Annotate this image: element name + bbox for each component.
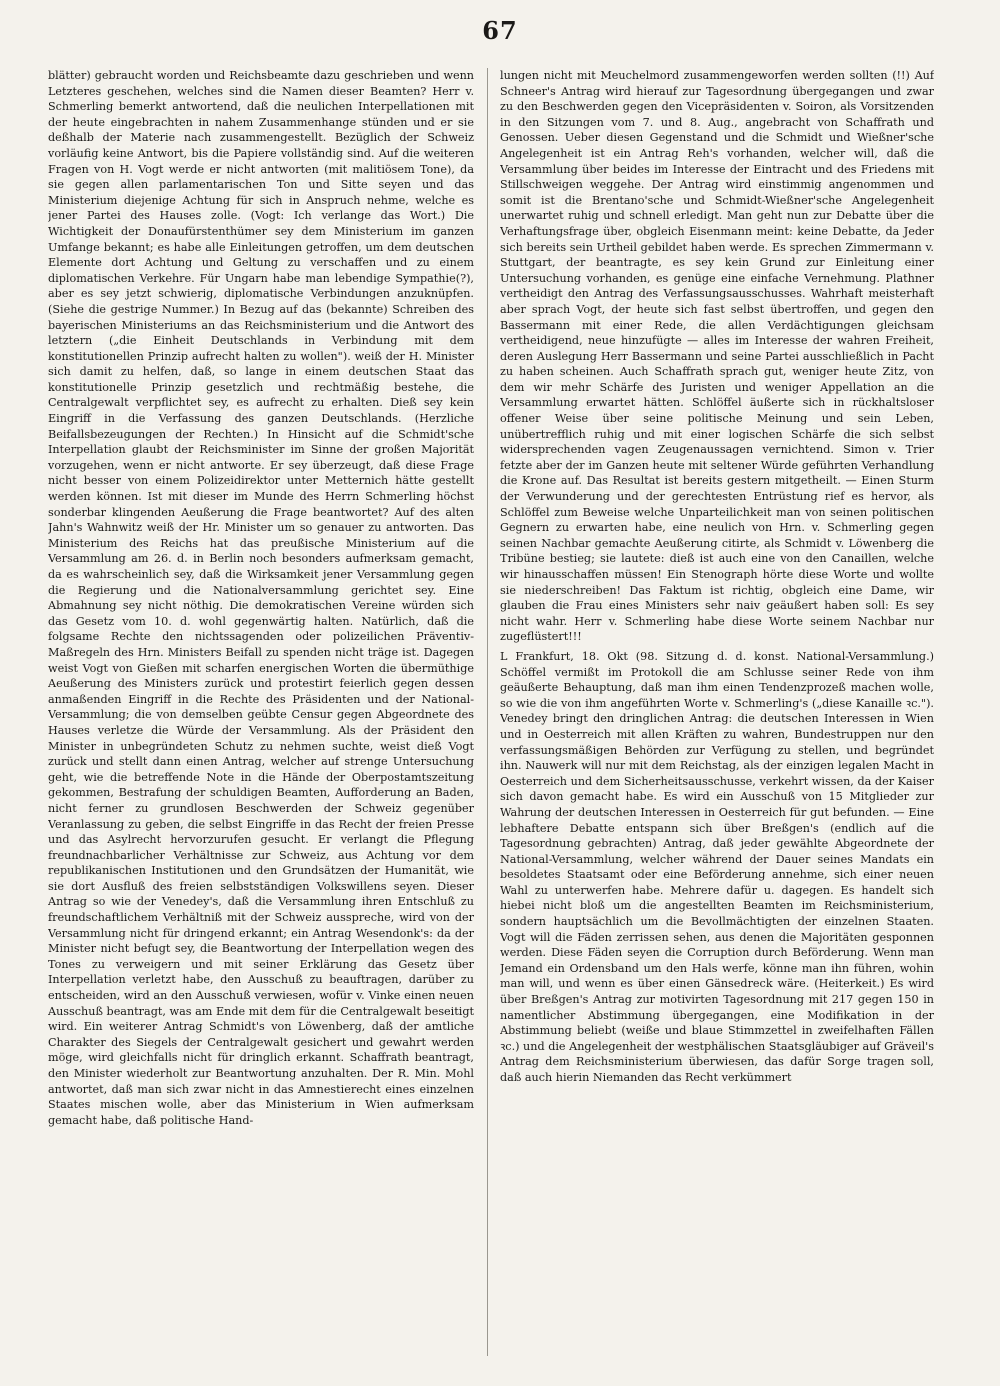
article-text-left: blätter) gebraucht worden und Reichsbeamte dazu geschrieben und wenn Letzteres geschehen, welches sind die Namen dieser Beamten? Herr v. Schmerling bemerkt antwortend, daß die neulichen Interpellationen mit der heute eingebrachten in nahem Zusammenhange stünden und er sie deßhalb der Materie nach zusammengestellt. Bezüglich der Schweiz vorläufig keine Antwort, bis die Papiere vollständig sind. Auf die weiteren Fragen von H. Vogt werde er nicht antworten (mit malitiösem Tone), da sie gegen allen parlamentarischen Ton und Sitte seyen und das Ministerium diejenige Achtung für sich in Anspruch nehme, welche es jener Partei des Hauses zolle. (Vogt: Ich verlange das Wort.) Die Wichtigkeit der Donaufürstenthümer sey dem Ministerium im ganzen Umfange bekannt; es habe alle Einleitungen getroffen, um dem deutschen Elemente dort Achtung und Geltung zu verschaffen und zu einem diplomatischen Verkehre. Für Ungarn habe man lebendige Sympathie(?), aber es sey jetzt schwierig, diplomatische Verbindungen anzuknüpfen. (Siehe die gestrige Nummer.) In Bezug auf das (bekannte) Schreiben des bayerischen Ministeriums an das Reichsministerium und die Antwort des letztern („die Einheit Deutschlands in Verbindung mit dem konstitutionellen Prinzip aufrecht halten zu wollen"). weiß der H. Minister sich damit zu helfen, daß, so lange in einem deutschen Staat das konstitutionelle Prinzip gesetzlich und rechtmäßig bestehe, die Centralgewalt verpflichtet sey, es aufrecht zu erhalten. Dieß sey kein Eingriff in die Verfassung des ganzen Deutschlands. (Herzliche Beifallsbezeugungen der Rechten.) In Hinsicht auf die Schmidt'sche Interpellation glaubt der Reichsminister im Sinne der großen Majorität vorzugehen, wenn er nicht antworte. Er sey überzeugt, daß diese Frage nicht besser von einem Polizeidirektor unter Metternich hätte gestellt werden können. Ist mit dieser im Munde des Herrn Schmerling höchst sonderbar klingenden Aeußerung die Frage beantwortet? Auf des alten Jahn's Wahnwitz weiß der Hr. Minister um so genauer zu antworten. Das Ministerium des Reichs hat das preußische Ministerium auf die Versammlung am 26. d. in Berlin noch besonders aufmerksam gemacht, da es wahrscheinlich sey, daß die Wirksamkeit jener Versammlung gegen die Regierung und die Nationalversammlung gerichtet sey. Eine Abmahnung sey nicht nöthig. Die demokratischen Vereine würden sich das Gesetz vom 10. d. wohl gegenwärtig halten. Natürlich, daß die folgsame Rechte den nichtssagenden oder polizeilichen Präventiv-Maßregeln des Hrn. Ministers Beifall zu spenden nicht träge ist. Dagegen weist Vogt von Gießen mit scharfen energischen Worten die übermüthige Aeußerung des Ministers zurück und protestirt feierlich gegen dessen anmaßenden Eingriff in die Rechte des Präsidenten und der National-Versammlung; die von demselben geübte Censur gegen Abgeordnete des Hauses verletze die Würde der Versammlung. Als der Präsident den Minister in unbegründeten Schutz zu nehmen suchte, weist dieß Vogt zurück und stellt dann einen Antrag, welcher auf strenge Untersuchung geht, wie die betreffende Note in die Hände der Oberpostamtszeitung gekommen, Bestrafung der schuldigen Beamten, Aufforderung an Baden, nicht ferner zu grundlosen Beschwerden der Schweiz gegenüber Veranlassung zu geben, die selbst Eingriffe in das Recht der freien Presse und das Asylrecht hervorzurufen gesucht. Er verlangt die Pflegung freundnachbarlicher Verhältnisse zur Schweiz, aus Achtung vor dem republikanischen Institutionen und den Grundsätzen der Humanität, wie sie dort Ausfluß des freien selbstständigen Volkswillens seyen. Dieser Antrag so wie der Venedey's, daß die Versammlung ihren Entschluß zu freundschaftlichem Verhältniß mit der Schweiz ausspreche, wird von der Versammlung nicht für dringend erkannt; ein Antrag Wesendonk's: da der Minister nicht befugt sey, die Beantwortung der Interpellation wegen des Tones zu verweigern und mit seiner Erklärung das Gesetz über Interpellation verletzt habe, den Ausschuß zu beauftragen, darüber zu entscheiden, wird an den Ausschuß verwiesen, wofür v. Vinke einen neuen Ausschuß beantragt, was am Ende mit dem für die Centralgewalt beseitigt wird. Ein weiterer Antrag Schmidt's von Löwenberg, daß der amtliche Charakter des Siegels der Centralgewalt gesichert und gewahrt werden möge, wird gleichfalls nicht für dringlich erkannt. Schaffrath beantragt, den Minister wiederholt zur Beantwortung anzuhalten. Der R. Min. Mohl antwortet, daß man sich zwar nicht in das Amnestierecht eines einzelnen Staates mischen wolle, aber das Ministerium in Wien aufmerksam gemacht habe, daß politische Hand- xyxy=(48,69,474,1127)
article-frankfurt-report: L Frankfurt, 18. Okt (98. Sitzung d. d. konst. National-Versammlung.) Schöffel vermißt im Protokoll die am Schlusse seiner Rede von ihm geäußerte Behauptung, daß man ihm einen Tendenzprozeß machen wolle, so wie die von ihm angeführten Worte v. Schmerling's („diese Kanaille ꝛc."). Venedey bringt den dringlichen Antrag: die deutschen Interessen in Wien und in Oesterreich mit allen Kräften zu wahren, Bundestruppen nur den verfassungsmäßigen Behörden zur Verfügung zu stellen, und begründet ihn. Nauwerk will nur mit dem Reichstag, als der einzigen legalen Macht in Oesterreich und dem Sicherheitsausschusse, verkehrt wissen, da der Kaiser sich davon gemacht habe. Es wird ein Ausschuß von 15 Mitglieder zur Wahrung der deutschen Interessen in Oesterreich für gut befunden. — Eine lebhaftere Debatte entspann sich über Breßgen's (endlich auf die Tagesordnung gebrachten) Antrag, daß jeder gewählte Abgeordnete der National-Versammlung, welcher während der Dauer seines Mandats ein besoldetes Staatsamt oder eine Beförderung annehme, sich einer neuen Wahl zu unterwerfen habe. Mehrere dafür u. dagegen. Es handelt sich hiebei nicht bloß um die angestellten Beamten im Reichsministerium, sondern hauptsächlich um die Bevollmächtigten der einzelnen Staaten. Vogt will die Fäden zerrissen sehen, aus denen die Majoritäten gesponnen werden. Diese Fäden seyen die Corruption durch Beförderung. Wenn man Jemand ein Ordensband um den Hals werfe, könne man ihn führen, wohin man will, und wenn es über einen Gänsedreck wäre. (Heiterkeit.) Es wird über Breßgen's Antrag zur motivirten Tagesordnung mit 217 gegen 150 in namentlicher Abstimmung übergegangen, eine Modifikation in der Abstimmung beliebt (weiße und blaue Stimmzettel in zweifelhaften Fällen ꝛc.) und die Angelegenheit der westphälischen Staatsgläubiger auf Gräveil's Antrag dem Reichsministerium überwiesen, das dafür Sorge tragen soll, daß auch hierin Niemanden das Recht verkümmert xyxy=(500,649,934,1084)
column-divider xyxy=(487,68,488,1356)
article-text-right-continuation: lungen nicht mit Meuchelmord zusammengeworfen werden sollten (!!) Auf Schneer's Antrag wird hierauf zur Tagesordnung übergegangen und zwar zu den Beschwerden gegen den Vicepräsidenten v. Soiron, als Vorsitzenden in den Sitzungen vom 7. und 8. Aug., angebracht von Schaffrath und Genossen. Ueber diesen Gegenstand und die Schmidt und Wießner'sche Angelegenheit ist ein Antrag Reh's vorhanden, welcher will, daß die Versammlung über beides im Interesse der Eintracht und des Friedens mit Stillschweigen weggehe. Der Antrag wird einstimmig angenommen und somit ist die Brentano'sche und Schmidt-Wießner'sche Angelegenheit unerwartet ruhig und schnell erledigt. Man geht nun zur Debatte über die Verhaftungsfrage über, obgleich Eisenmann meint: keine Debatte, da Jeder sich bereits sein Urtheil gebildet haben werde. Es sprechen Zimmermann v. Stuttgart, der beantragte, es sey kein Grund zur Einleitung einer Untersuchung vorhanden, es genüge eine einfache Vernehmung. Plathner vertheidigt den Antrag des Verfassungsausschusses. Wahrhaft meisterhaft aber sprach Vogt, der heute sich fast selbst übertroffen, und gegen den Bassermann mit einer Rede, die allen Verdächtigungen gleichsam vertheidigend, neue hinzufügte — alles im Interesse der wahren Freiheit, deren Auslegung Herr Bassermann und seine Partei ausschließlich in Pacht zu haben scheinen. Auch Schaffrath sprach gut, weniger heute Zitz, von dem wir mehr Schärfe des Juristen und weniger Appellation an die Versammlung erwartet hätten. Schlöffel äußerte sich in rückhaltsloser offener Weise über seine politische Meinung und sein Leben, unübertrefflich ruhig und mit einer logischen Schärfe die sich selbst widersprechenden vagen Zeugenaussagen vernichtend. Simon v. Trier fetzte aber der im Ganzen heute mit seltener Würde geführten Verhandlung die Krone auf. Das Resultat ist bereits gestern mitgetheilt. — Einen Sturm der Verwunderung und der gerechtesten Entrüstung rief es hervor, als Schlöffel zum Beweise welche Unparteilichkeit man von seinen politischen Gegnern zu erwarten habe, eine neulich von Hrn. v. Schmerling gegen seinen Nachbar gemachte Aeußerung citirte, als Schmidt v. Löwenberg die Tribüne bestieg; sie lautete: dieß ist auch eine von den Canaillen, welche wir hinausschaffen müssen! Ein Stenograph hörte diese Worte und wollte sie niederschreiben! Das Faktum ist richtig, obgleich eine Dame, wir glauben die Frau eines Ministers sehr naiv geäußert haben soll: Es sey nicht wahr. Herr v. Schmerling habe diese Worte seinem Nachbar nur zugeflüstert!!! xyxy=(500,69,934,644)
page-number: 67 xyxy=(482,16,518,45)
right-column xyxy=(500,68,934,1364)
left-column xyxy=(48,68,474,1364)
